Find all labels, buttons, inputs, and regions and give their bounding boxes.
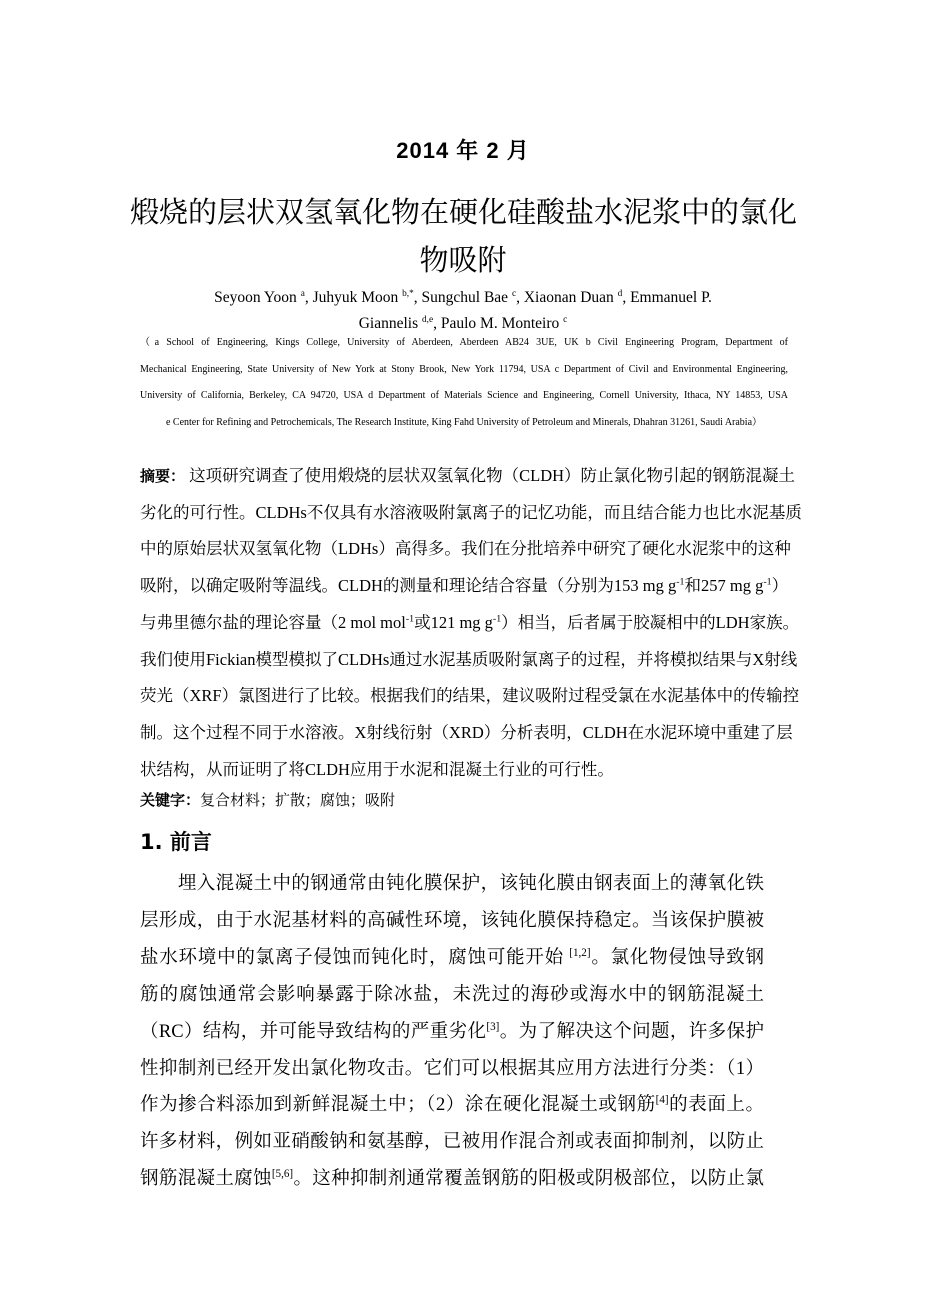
paper-title — [130, 188, 796, 284]
text-run: 。氯化物侵蚀导致钢 — [590, 947, 764, 968]
superscript: -1 — [492, 613, 502, 625]
text-run: 钢筋混凝土腐蚀 — [140, 1169, 272, 1190]
text-line — [140, 1051, 764, 1088]
text-line — [130, 285, 796, 311]
superscript: -1 — [763, 576, 772, 588]
text-run: 埋入混凝土中的钢通常由钝化膜保护，该钝化膜由钢表面上的薄氧化铁 — [140, 874, 764, 894]
superscript: [5,6] — [271, 1168, 294, 1181]
text-run: Giannelis — [358, 315, 422, 332]
text-line — [140, 605, 800, 642]
text-run: 性抑制剂已经开发出氯化物攻击。它们可以根据其应用方法进行分类：（1） — [140, 1058, 764, 1079]
text-run: 或121 mg g — [414, 612, 493, 632]
superscript: [3] — [486, 1020, 500, 1033]
document-date: 2014 年 2 月 — [396, 138, 530, 163]
text-run: 吸附，以确定吸附等温线。CLDH的测量和理论结合容量（分别为153 mg g — [140, 576, 677, 596]
text-run: 和257 mg g — [684, 576, 764, 596]
text-run: 中的原始层状双氢氧化物（LDHs）高得多。我们在分批培养中研究了硬化水泥浆中的这种 — [140, 539, 791, 559]
keywords — [140, 786, 786, 815]
text-run: 与弗里德尔盐的理论容量（2 mol mol — [140, 612, 406, 632]
superscript: [4] — [655, 1094, 669, 1107]
text-line — [140, 715, 793, 752]
text-run: 制。这个过程不同于水溶液。X射线衍射（XRD）分析表明，CLDH在水泥环境中重建了层 — [140, 722, 793, 742]
title-line: 煅烧的层状双氢氧化物在硬化硅酸盐水泥浆中的氯化 — [130, 195, 798, 229]
text-run: , Xiaonan Duan — [516, 289, 618, 306]
affiliation-line: e Center for Refining and Petrochemicals, The Research Institute, King Fahd University of Petroleum and Minerals, Dhahran 31261, Saudi Arabia） — [165, 416, 763, 428]
text-line — [140, 495, 802, 532]
superscript: c — [511, 288, 517, 299]
text-line — [140, 642, 798, 679]
superscript: d,e — [422, 314, 434, 325]
text-line — [140, 1014, 764, 1051]
text-line — [140, 1161, 764, 1198]
text-line — [140, 678, 800, 715]
text-run: 我们使用Fickian模型模拟了CLDHs通过水泥基质吸附氯离子的过程，并将模拟结果与X射线 — [140, 649, 798, 669]
abstract — [140, 458, 802, 788]
text-run: , Sungchul Bae — [413, 289, 512, 306]
text-run: ）相当，后者属于胶凝相中的LDH家族。 — [501, 612, 800, 632]
abstract-label: 摘要： — [140, 467, 186, 485]
superscript: -1 — [405, 613, 415, 625]
affiliation-line: （a School of Engineering, Kings College, University of Aberdeen, Aberdeen AB24 3UE, UK b Civil Engineering Program, Department of — [140, 337, 788, 348]
superscript: c — [563, 314, 568, 325]
text-line — [140, 1087, 764, 1124]
text-run: 作为掺合料添加到新鲜混凝土中；（2）涂在硬化混凝土或钢筋 — [140, 1095, 656, 1116]
body-text — [140, 866, 764, 1198]
keywords-text: 复合材料；扩散；腐蚀；吸附 — [200, 793, 396, 809]
text-run: , Paulo M. Monteiro — [433, 315, 564, 332]
text-run: 层形成，由于水泥基材料的高碱性环境，该钝化膜保持稳定。当该保护膜被 — [140, 910, 764, 931]
text-run: ） — [771, 576, 789, 596]
text-run: 筋的腐蚀通常会影响暴露于除冰盐，未洗过的海砂或海水中的钢筋混凝土 — [140, 984, 764, 1005]
superscript: b,* — [402, 288, 414, 299]
text-run: 状结构，从而证明了将CLDH应用于水泥和混凝土行业的可行性。 — [140, 759, 614, 779]
text-run: （RC）结构，并可能导致结构的严重劣化 — [140, 1021, 487, 1042]
text-line — [140, 1124, 764, 1161]
text-line — [140, 866, 764, 903]
text-run: , Emmanuel P. — [622, 289, 712, 306]
text-line — [140, 531, 791, 568]
title-line: 物吸附 — [419, 243, 507, 277]
text-line — [140, 458, 796, 495]
affiliations — [140, 330, 788, 436]
text-line — [140, 940, 764, 977]
superscript: [1,2] — [569, 946, 591, 959]
text-run: , Juhyuk Moon — [304, 289, 403, 306]
superscript: d — [617, 288, 623, 299]
text-line — [140, 568, 789, 605]
keywords-label: 关键字： — [140, 791, 201, 809]
text-run: 荧光（XRF）氯图进行了比较。根据我们的结果，建议吸附过程受氯在水泥基体中的传输控 — [140, 686, 800, 706]
text-run: Seyoon Yoon — [214, 289, 301, 306]
section-heading: 1. 前言 — [140, 830, 212, 854]
text-run: 盐水环境中的氯离子侵蚀而钝化时，腐蚀可能开始 — [140, 947, 570, 968]
text-run: 这项研究调查了使用煅烧的层状双氢氧化物（CLDH）防止氯化物引起的钢筋混凝土 — [185, 466, 796, 485]
superscript: -1 — [676, 576, 685, 588]
text-line — [140, 903, 764, 940]
text-line — [140, 752, 786, 789]
text-run: 。这种抑制剂通常覆盖钢筋的阳极或阴极部位，以防止氯 — [293, 1169, 764, 1190]
text-run: 劣化的可行性。CLDHs不仅具有水溶液吸附氯离子的记忆功能，而且结合能力也比水泥基质 — [140, 502, 802, 522]
affiliation-line: University of California, Berkeley, CA 94720, USA d Department of Materials Science and Engineering, Cornell University, Ithaca, NY 14853, USA — [140, 390, 788, 401]
text-run: 。为了解决这个问题，许多保护 — [499, 1021, 764, 1042]
text-line — [140, 977, 764, 1014]
affiliation-line: Mechanical Engineering, State University of New York at Stony Brook, New York 11794, USA c Department of Civil and Environmental Engineering, — [140, 363, 788, 375]
text-run: 的表面上。 — [668, 1095, 764, 1116]
text-run: 许多材料，例如亚硝酸钠和氨基醇，已被用作混合剂或表面抑制剂，以防止 — [140, 1132, 764, 1153]
superscript: a — [300, 288, 305, 299]
